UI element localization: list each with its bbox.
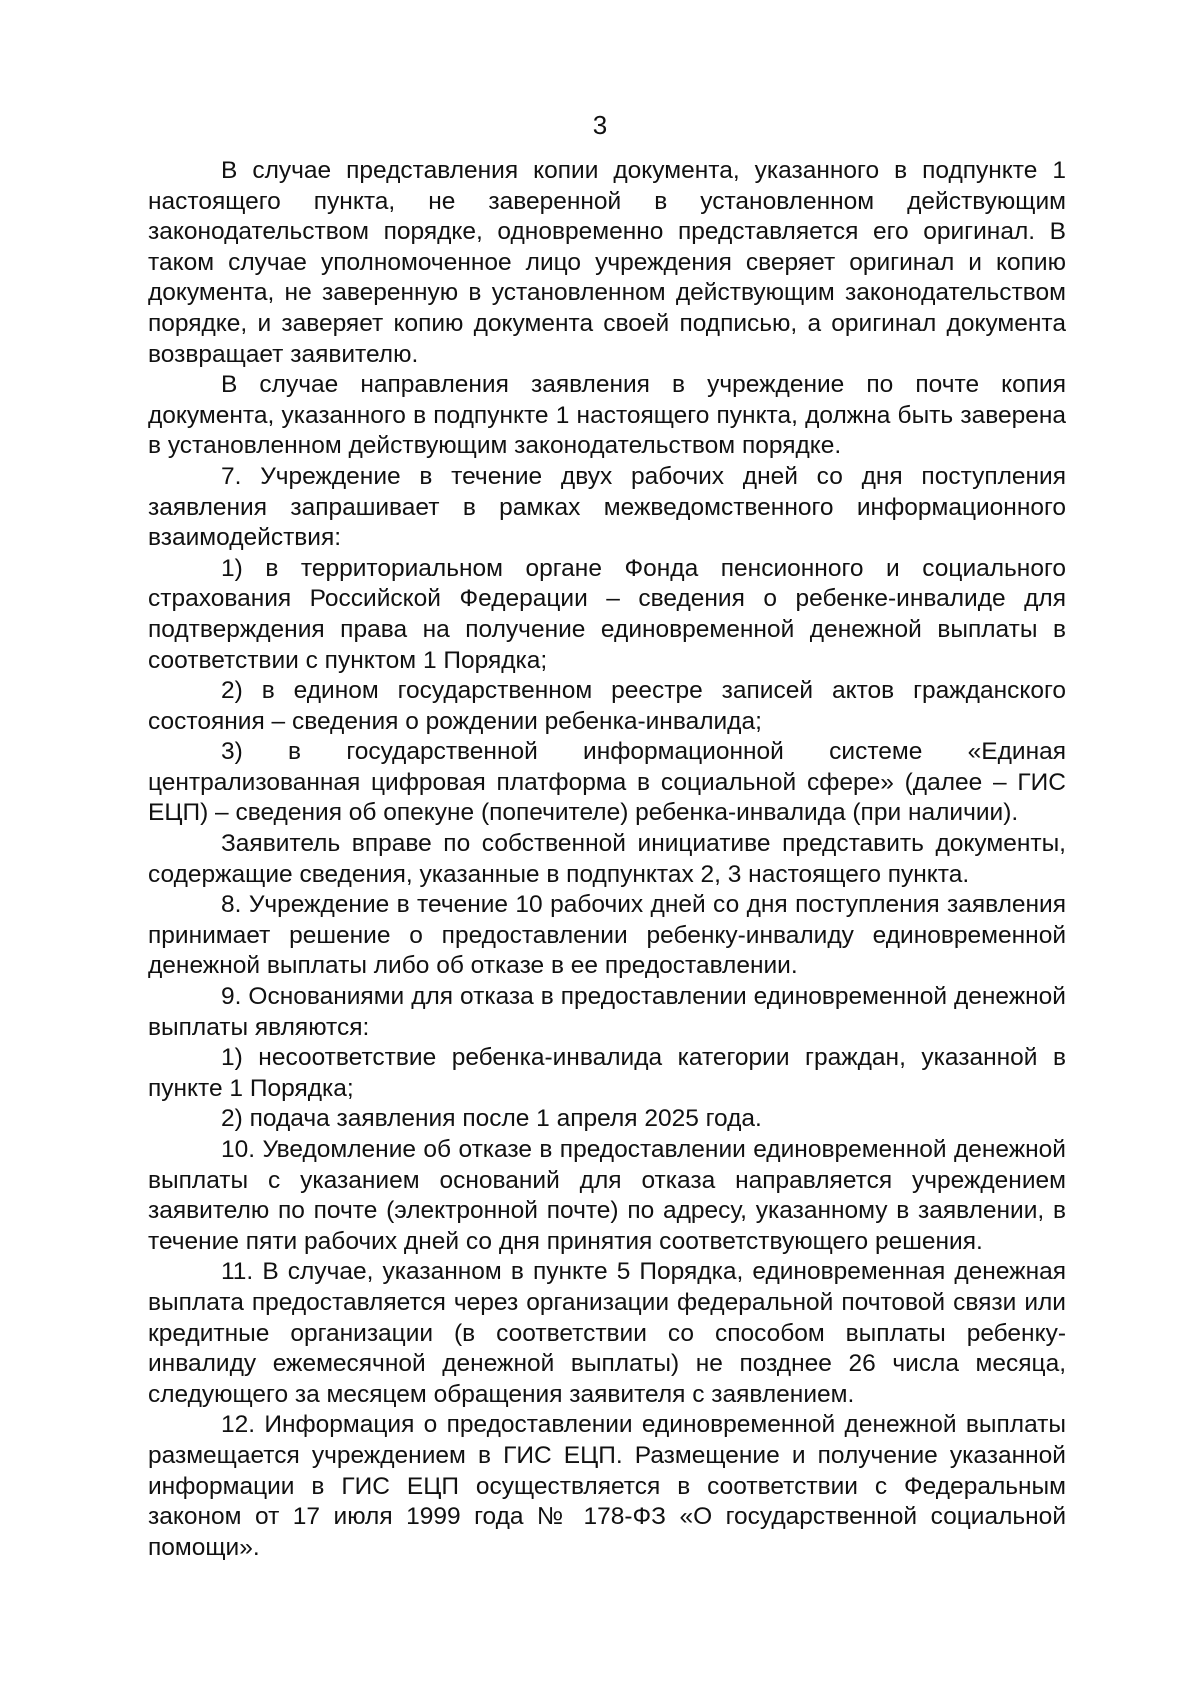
paragraph-item-7-3: 3) в государственной информационной системе «Единая централизованная цифровая платформа в социальной сфере» (далее – ГИС ЕЦП) – сведения об опекуне (попечителе) ребенка-инвалида (при наличии). bbox=[148, 738, 1066, 827]
paragraph-mail-submission: В случае направления заявления в учреждение по почте копия документа, указанного в подпункте 1 настоящего пункта, должна быть заверена в установленном действующим законодательством порядке. bbox=[148, 371, 1066, 460]
paragraph-item-8: 8. Учреждение в течение 10 рабочих дней со дня поступления заявления принимает решение о предоставлении ребенку-инвалиду единовременной денежной выплаты либо об отказе в ее предоставлении. bbox=[148, 891, 1066, 980]
paragraph-item-7-1: 1) в территориальном органе Фонда пенсионного и социального страхования Российской Федерации – сведения о ребенке-инвалиде для подтверждения права на получение единовременной денежной выплаты в соответствии с пунктом 1 Порядка; bbox=[148, 554, 1066, 674]
paragraph-item-7: 7. Учреждение в течение двух рабочих дней со дня поступления заявления запрашивает в рамках межведомственного информационного взаимодействия: bbox=[148, 462, 1066, 552]
paragraph-copy-verification: В случае представления копии документа, указанного в подпункте 1 настоящего пункта, не заверенной в установленном действующим законодательством порядке, одновременно представляется его оригинал. В таком случае уполномоченное лицо учреждения сверяет оригинал и копию документа, не заверенную в установленном действующим законодательством порядке, и заверяет копию документа своей подписью, а оригинал документа возвращает заявителю. bbox=[148, 157, 1066, 368]
paragraph-item-9: 9. Основаниями для отказа в предоставлении единовременной денежной выплаты являются: bbox=[148, 983, 1066, 1041]
paragraph-item-9-2: 2) подача заявления после 1 апреля 2025 года. bbox=[221, 1105, 762, 1133]
paragraph-item-10: 10. Уведомление об отказе в предоставлении единовременной денежной выплаты с указанием оснований для отказа направляется учреждением заявителю по почте (электронной почте) по адресу, указанному в заявлении, в течение пяти рабочих дней со дня принятия соответствующего решения. bbox=[148, 1136, 1066, 1255]
page-number: 3 bbox=[592, 110, 608, 140]
paragraph-item-7-2: 2) в едином государственном реестре записей актов гражданского состояния – сведения о рождении ребенка-инвалида; bbox=[148, 677, 1066, 735]
paragraph-item-11: 11. В случае, указанном в пункте 5 Порядка, единовременная денежная выплата предоставляется через организации федеральной почтовой связи или кредитные организации (в соответствии со способом выплаты ребенку-инвалиду ежемесячной денежной выплаты) не позднее 26 числа месяца, следующего за месяцем обращения заявителя с заявлением. bbox=[148, 1258, 1066, 1408]
paragraph-item-12: 12. Информация о предоставлении единовременной денежной выплаты размещается учреждением в ГИС ЕЦП. Размещение и получение указанной информации в ГИС ЕЦП осуществляется в соответствии с Федеральным законом от 17 июля 1999 года № 178-ФЗ «О государственной социальной помощи». bbox=[148, 1411, 1066, 1561]
paragraph-item-9-1: 1) несоответствие ребенка-инвалида категории граждан, указанной в пункте 1 Порядка; bbox=[148, 1044, 1066, 1102]
paragraph-applicant-right: Заявитель вправе по собственной инициативе представить документы, содержащие сведения, указанные в подпунктах 2, 3 настоящего пункта. bbox=[148, 830, 1066, 888]
document-body bbox=[148, 156, 1066, 1563]
